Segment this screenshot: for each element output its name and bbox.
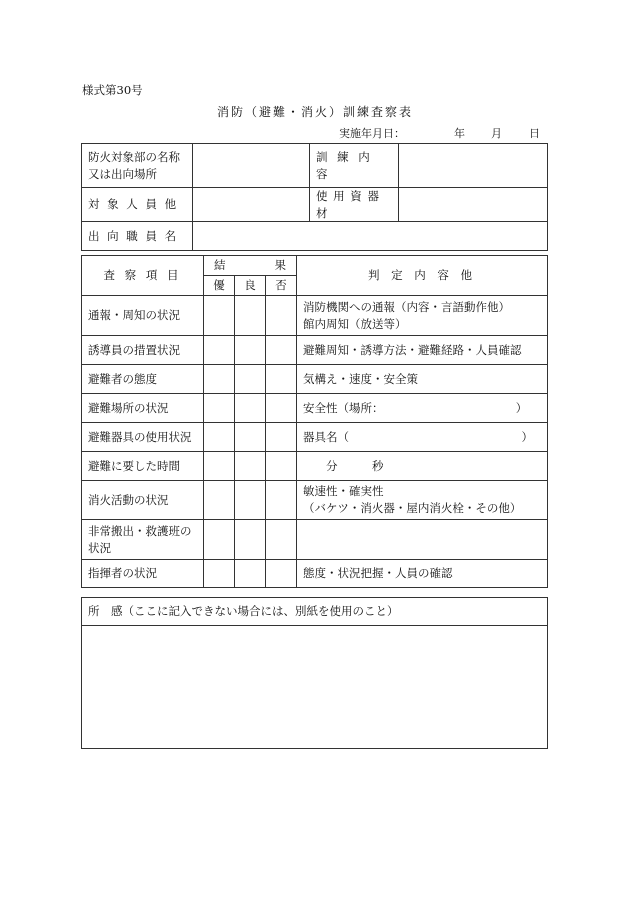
date-label: 実施年月日： [339,127,405,140]
grade-cell[interactable] [204,452,235,481]
row-judgement: 消防機関への通報（内容・言語動作他） 館内周知（放送等） [297,296,548,336]
table-row [82,365,548,394]
grade-cell[interactable] [204,560,235,588]
target-personnel-field[interactable] [193,188,310,222]
grade-cell[interactable] [204,520,235,560]
training-content-field[interactable] [399,144,548,188]
grade-cell[interactable] [235,394,266,423]
grade-cell[interactable] [235,520,266,560]
table-row [82,423,548,452]
row-judgement: 敏速性・確実性 （バケツ・消火器・屋内消火栓・その他） [297,481,548,520]
grade-cell[interactable] [235,336,266,365]
row-item: 消火活動の状況 [82,481,204,520]
staff-names-label: 出 向 職 員 名 [82,222,193,251]
training-content-label: 訓 練 内 容 [310,144,399,188]
table-row [82,296,548,336]
grade-cell[interactable] [266,365,297,394]
header-judgement: 判 定 内 容 他 [297,256,548,296]
grade-cell[interactable] [204,481,235,520]
table-row [82,560,548,588]
row-judgement: 分 秒 [297,452,548,481]
inspection-table [81,255,548,588]
row-item: 指揮者の状況 [82,560,204,588]
remarks-label: 所 感（ここに記入できない場合には、別紙を使用のこと） [82,598,548,626]
grade-cell[interactable] [204,394,235,423]
row-item: 通報・周知の状況 [82,296,204,336]
target-personnel-label: 対 象 人 員 他 [82,188,193,222]
header-result [204,256,297,276]
grade-cell[interactable] [235,423,266,452]
grade-cell[interactable] [204,336,235,365]
grade-cell[interactable] [266,296,297,336]
remarks-table [81,597,548,749]
staff-names-field[interactable] [193,222,548,251]
facility-name-field[interactable] [193,144,310,188]
equipment-field[interactable] [399,188,548,222]
row-item: 避難に要した時間 [82,452,204,481]
row-judgement: 態度・状況把握・人員の確認 [297,560,548,588]
table-row [82,394,548,423]
page-title: 消防（避難・消火）訓練査察表 [216,105,413,119]
grade-cell[interactable] [235,452,266,481]
row-judgement: 気構え・速度・安全策 [297,365,548,394]
date-day: 日 [529,127,540,140]
grade-good: 良 [235,276,266,296]
grade-cell[interactable] [266,423,297,452]
grade-cell[interactable] [266,394,297,423]
info-table [81,143,548,251]
grade-cell[interactable] [235,365,266,394]
table-row [82,452,548,481]
table-row [82,481,548,520]
form-number: 様式第30号 [82,83,143,97]
grade-cell[interactable] [266,481,297,520]
row-judgement [297,520,548,560]
grade-cell[interactable] [235,560,266,588]
row-judgement: 器具名（ ） [297,423,548,452]
grade-cell[interactable] [235,296,266,336]
row-judgement: 安全性（場所： ） [297,394,548,423]
grade-excellent: 優 [204,276,235,296]
table-row [82,336,548,365]
row-item: 避難者の態度 [82,365,204,394]
row-item: 避難場所の状況 [82,394,204,423]
header-result-left: 結 [214,258,226,273]
grade-cell[interactable] [204,365,235,394]
row-judgement: 避難周知・誘導方法・避難経路・人員確認 [297,336,548,365]
row-item: 誘導員の措置状況 [82,336,204,365]
grade-cell[interactable] [266,560,297,588]
remarks-field[interactable] [82,626,548,749]
grade-cell[interactable] [266,452,297,481]
grade-cell[interactable] [235,481,266,520]
row-item: 避難器具の使用状況 [82,423,204,452]
table-row [82,520,548,560]
grade-poor: 否 [266,276,297,296]
grade-cell[interactable] [266,520,297,560]
grade-cell[interactable] [204,296,235,336]
grade-cell[interactable] [204,423,235,452]
date-year: 年 [454,127,465,140]
date-month: 月 [491,127,502,140]
grade-cell[interactable] [266,336,297,365]
header-inspection-item: 査 察 項 目 [82,256,204,296]
header-result-right: 果 [274,258,286,273]
facility-name-label: 防火対象部の名称 又は出向場所 [82,144,193,188]
equipment-label: 使 用 資 器 材 [310,188,399,222]
row-item: 非常搬出・救護班の 状況 [82,520,204,560]
